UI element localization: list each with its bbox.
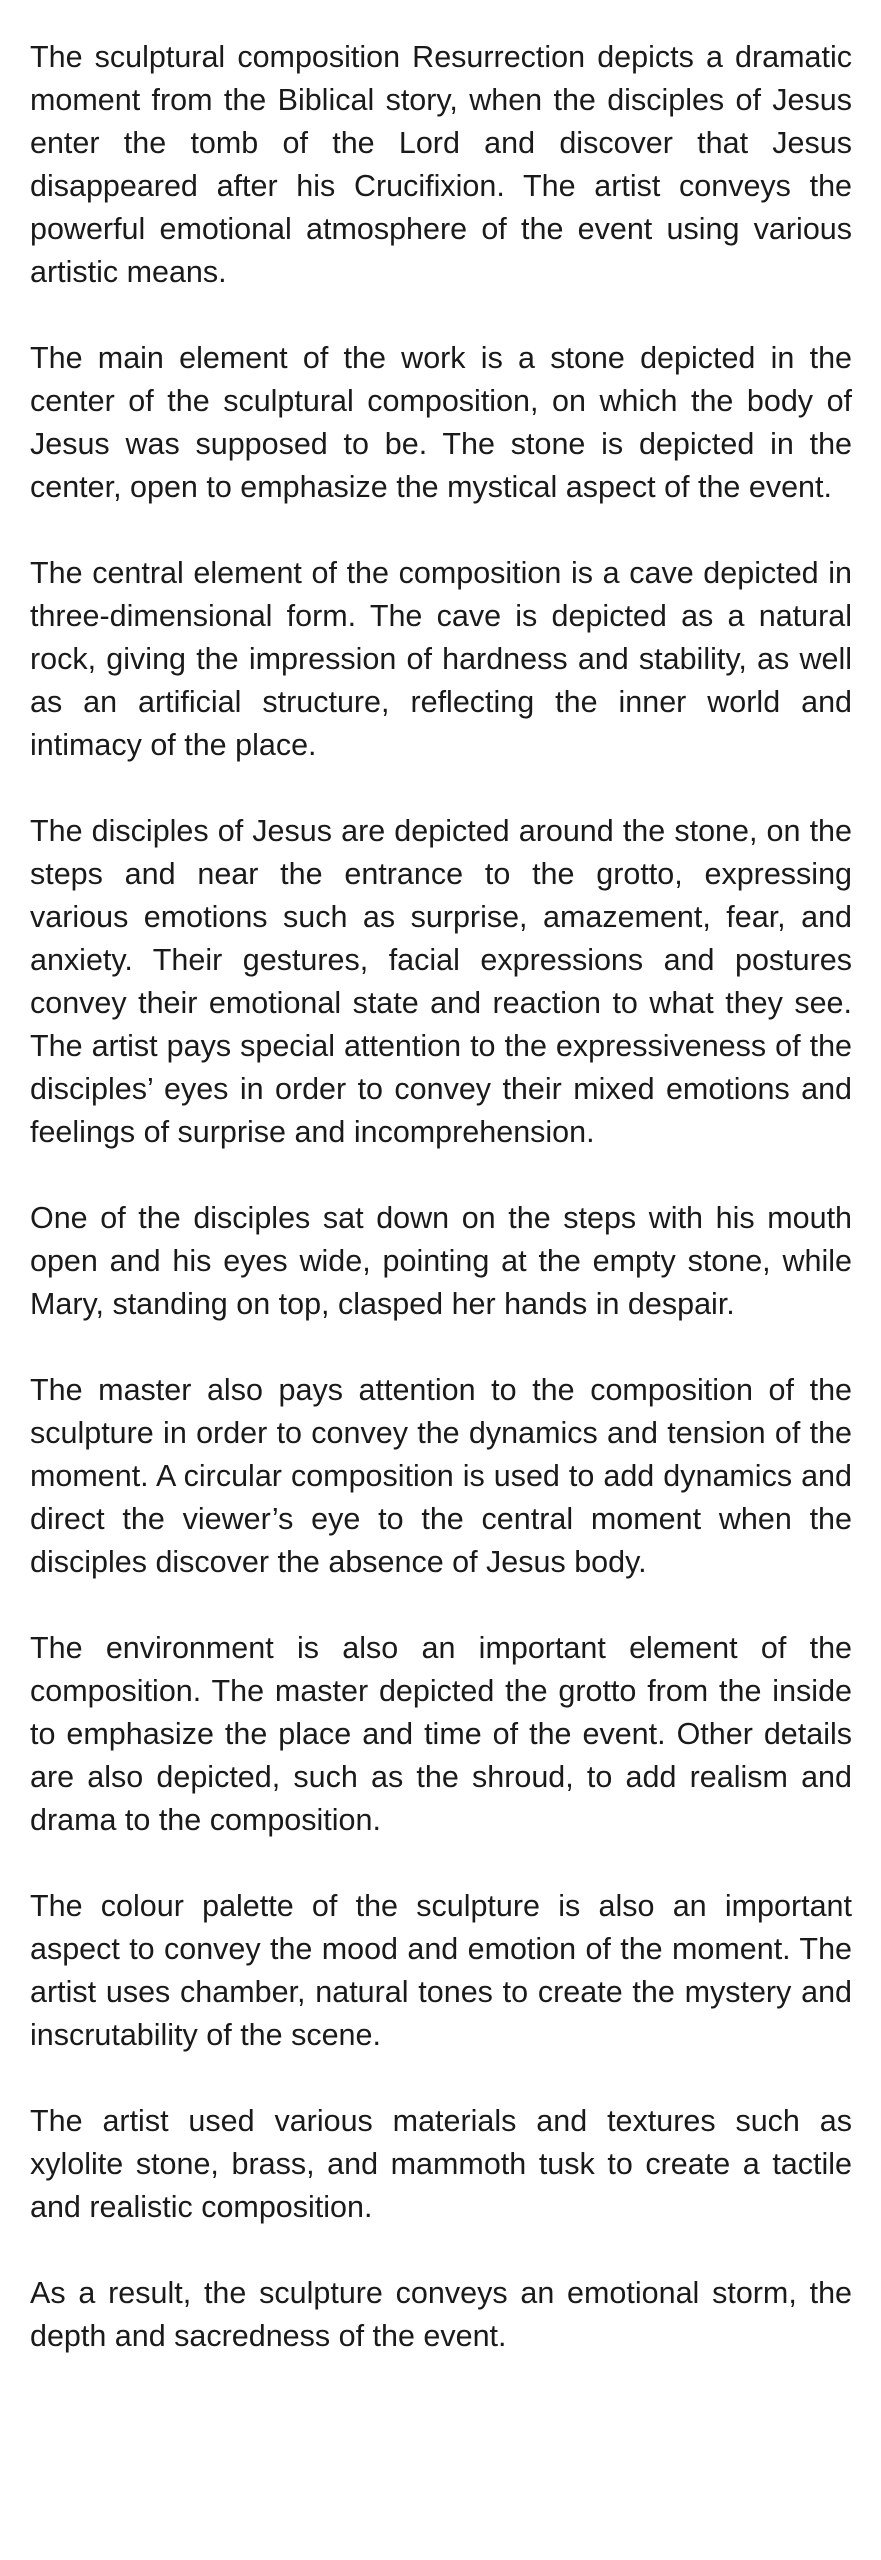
paragraph-mary: One of the disciples sat down on the steps with his mouth open and his eyes wide, pointing at the empty stone, while Mary, standing on top, clasped her hands in despair.	[30, 1201, 852, 1321]
paragraph-environment: The environment is also an important element of the composition. The master depicted the grotto from the inside to emphasize the place and time of the event. Other details are also depicted, such as the shroud, to add realism and drama to the composition.	[30, 1631, 852, 1837]
paragraph-intro: The sculptural composition Resurrection depicts a dramatic moment from the Biblical story, when the disciples of Jesus enter the tomb of the Lord and discover that Jesus disappeared after his Crucifixion. The artist conveys the powerful emotional atmosphere of the event using various artistic means.	[30, 40, 852, 289]
paragraph-stone: The main element of the work is a stone depicted in the center of the sculptural composition, on which the body of Jesus was supposed to be. The stone is depicted in the center, open to emphasize the mystical aspect of the event.	[30, 341, 852, 504]
paragraph-disciples: The disciples of Jesus are depicted around the stone, on the steps and near the entrance to the grotto, expressing various emotions such as surprise, amazement, fear, and anxiety. Their gestures, facial expressions and postures convey their emotional state and reaction to what they see. The artist pays special attention to the expressiveness of the disciples’ eyes in order to convey their mixed emotions and feelings of surprise and incomprehension.	[30, 814, 852, 1149]
paragraph-cave: The central element of the composition is a cave depicted in three-dimensional form. The cave is depicted as a natural rock, giving the impression of hardness and stability, as well as an artificial structure, reflecting the inner world and intimacy of the place.	[30, 556, 852, 762]
article-body	[30, 36, 852, 2358]
paragraph-conclusion: As a result, the sculpture conveys an emotional storm, the depth and sacredness of the event.	[30, 2276, 852, 2353]
paragraph-materials: The artist used various materials and textures such as xylolite stone, brass, and mammoth tusk to create a tactile and realistic composition.	[30, 2104, 852, 2224]
paragraph-composition: The master also pays attention to the composition of the sculpture in order to convey the dynamics and tension of the moment. A circular composition is used to add dynamics and direct the viewer’s eye to the central moment when the disciples discover the absence of Jesus body.	[30, 1373, 852, 1579]
paragraph-colour-palette: The colour palette of the sculpture is also an important aspect to convey the mood and emotion of the moment. The artist uses chamber, natural tones to create the mystery and inscrutability of the scene.	[30, 1889, 852, 2052]
